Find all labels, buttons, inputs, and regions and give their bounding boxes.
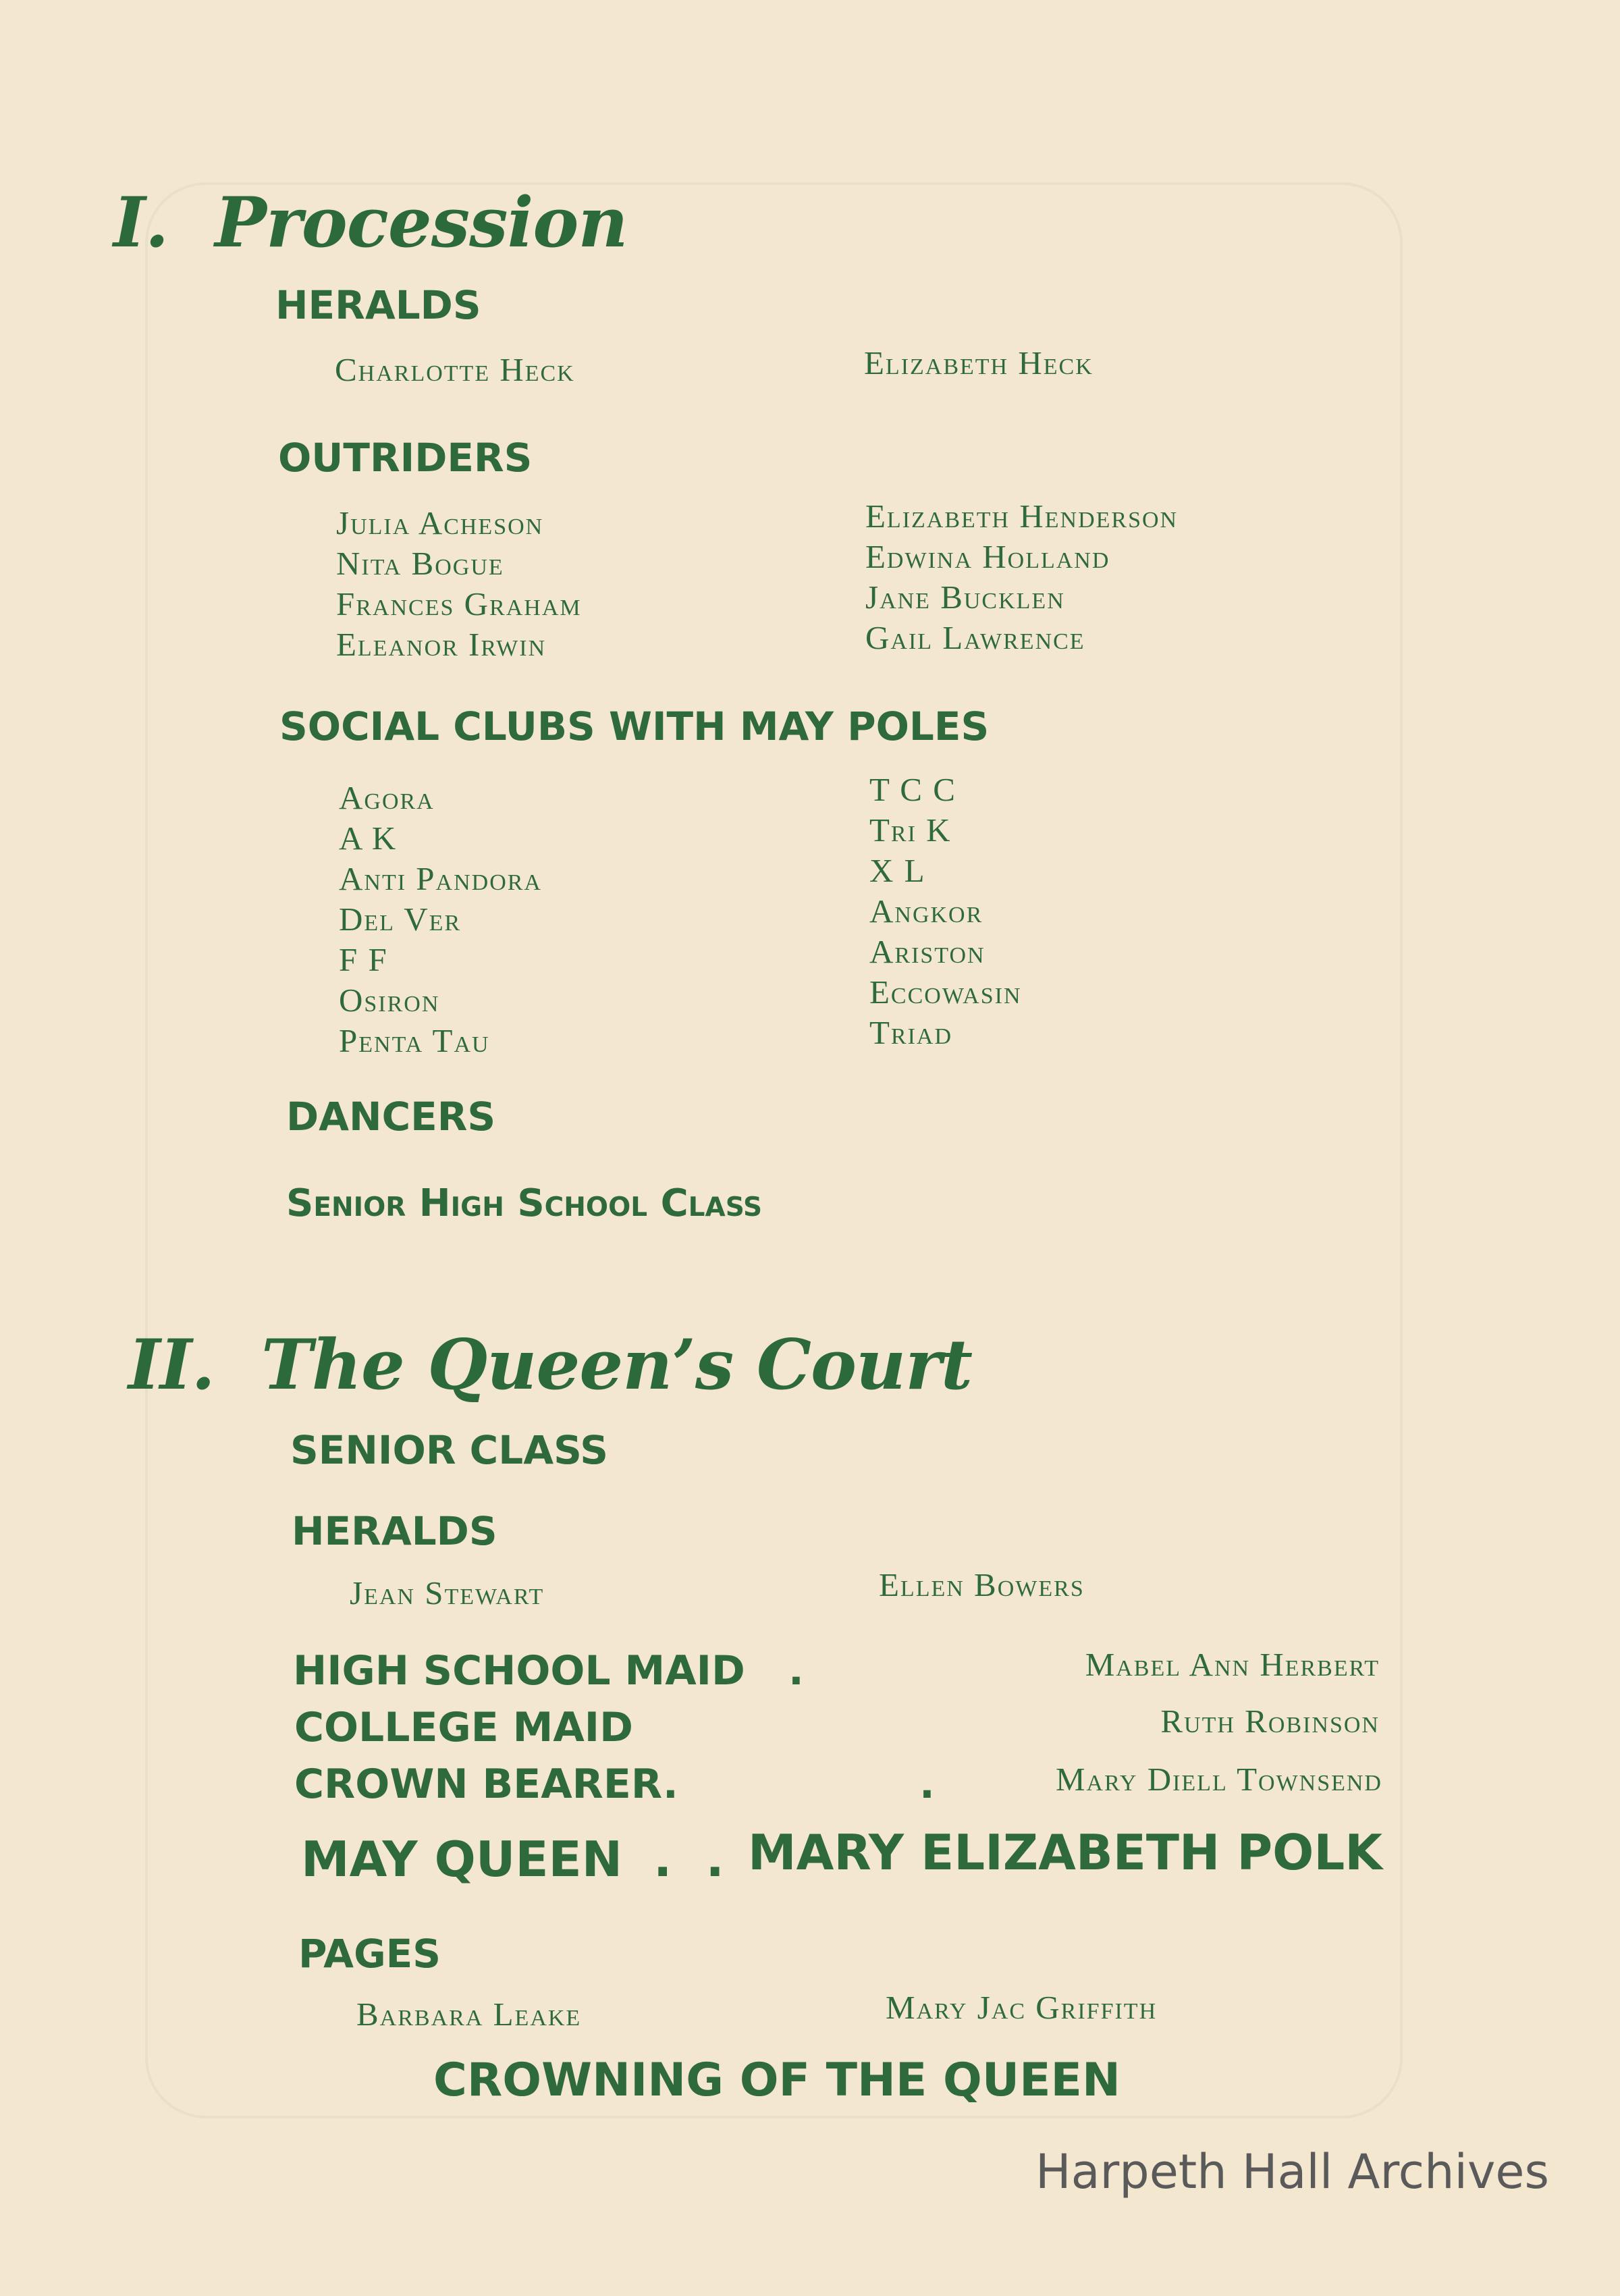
leader-dot: . (919, 1761, 935, 1808)
dancers-heading: DANCERS (286, 1094, 496, 1140)
club-name: Tri K (869, 811, 952, 849)
high-school-maid-name: Mabel Ann Herbert (1085, 1646, 1380, 1683)
club-name: F F (339, 941, 388, 978)
outriders-heading: OUTRIDERS (278, 435, 533, 481)
crown-bearer-name: Mary Diell Townsend (1055, 1761, 1382, 1798)
leader-dot: . (663, 1761, 678, 1808)
may-queen-role: MAY QUEEN (301, 1831, 622, 1888)
heralds-left-column (335, 350, 575, 390)
archive-watermark: Harpeth Hall Archives (1035, 2144, 1549, 2199)
leader-dots: . . (653, 1831, 724, 1888)
social-clubs-right-column (869, 770, 1022, 1053)
outriders-left-column (336, 503, 582, 665)
crowning-of-the-queen: CROWNING OF THE QUEEN (433, 2054, 1120, 2107)
heralds-right-column (864, 343, 1094, 383)
outrider-name: Frances Graham (336, 585, 582, 622)
outrider-name: Nita Bogue (336, 545, 504, 582)
outrider-name: Julia Acheson (336, 504, 544, 541)
court-heralds-heading: HERALDS (292, 1508, 497, 1554)
dancers-group: Senior High School Class (286, 1181, 763, 1225)
court-herald-right: Ellen Bowers (879, 1566, 1085, 1603)
club-name: Agora (339, 779, 435, 816)
page-right: Mary Jac Griffith (886, 1989, 1158, 2026)
club-name: A K (339, 820, 398, 857)
club-name: Osiron (339, 982, 440, 1019)
outrider-name: Eleanor Irwin (336, 626, 547, 663)
outrider-name: Gail Lawrence (865, 619, 1085, 656)
club-name: Eccowasin (869, 973, 1022, 1011)
club-name: T C C (869, 771, 956, 808)
outrider-name: Jane Bucklen (865, 579, 1065, 616)
leader-dot: . (788, 1647, 804, 1694)
social-clubs-left-column (339, 778, 542, 1061)
outrider-name: Elizabeth Henderson (865, 498, 1179, 535)
club-name: X L (869, 852, 926, 889)
outrider-name: Edwina Holland (865, 538, 1110, 575)
college-maid-name: Ruth Robinson (1160, 1703, 1380, 1740)
club-name: Angkor (869, 892, 983, 930)
club-name: Penta Tau (339, 1022, 490, 1059)
social-clubs-heading: SOCIAL CLUBS WITH MAY POLES (279, 703, 990, 749)
role-crown-bearer: CROWN BEARER (294, 1761, 663, 1808)
section-2-numeral: II. (128, 1325, 215, 1406)
herald-name: Elizabeth Heck (864, 344, 1094, 381)
role-college-maid: COLLEGE MAID (294, 1704, 633, 1751)
section-1-title (113, 182, 628, 263)
court-herald-left: Jean Stewart (350, 1574, 545, 1611)
club-name: Ariston (869, 933, 986, 970)
club-name: Triad (869, 1014, 953, 1051)
outriders-right-column (865, 496, 1178, 658)
section-1-numeral: I. (113, 182, 169, 263)
pages-heading: PAGES (298, 1931, 441, 1977)
heralds-heading: HERALDS (275, 282, 481, 328)
section-1-title-text: Procession (215, 182, 628, 263)
club-name: Anti Pandora (339, 860, 542, 897)
senior-class-heading: SENIOR CLASS (290, 1427, 609, 1473)
section-2-title-text: The Queen’s Court (261, 1325, 973, 1406)
herald-name: Charlotte Heck (335, 351, 575, 388)
may-queen-name: MARY ELIZABETH POLK (747, 1824, 1382, 1881)
role-high-school-maid: HIGH SCHOOL MAID (293, 1647, 745, 1694)
page-left: Barbara Leake (356, 1996, 582, 2033)
club-name: Del Ver (339, 901, 462, 938)
section-2-title (128, 1325, 972, 1406)
